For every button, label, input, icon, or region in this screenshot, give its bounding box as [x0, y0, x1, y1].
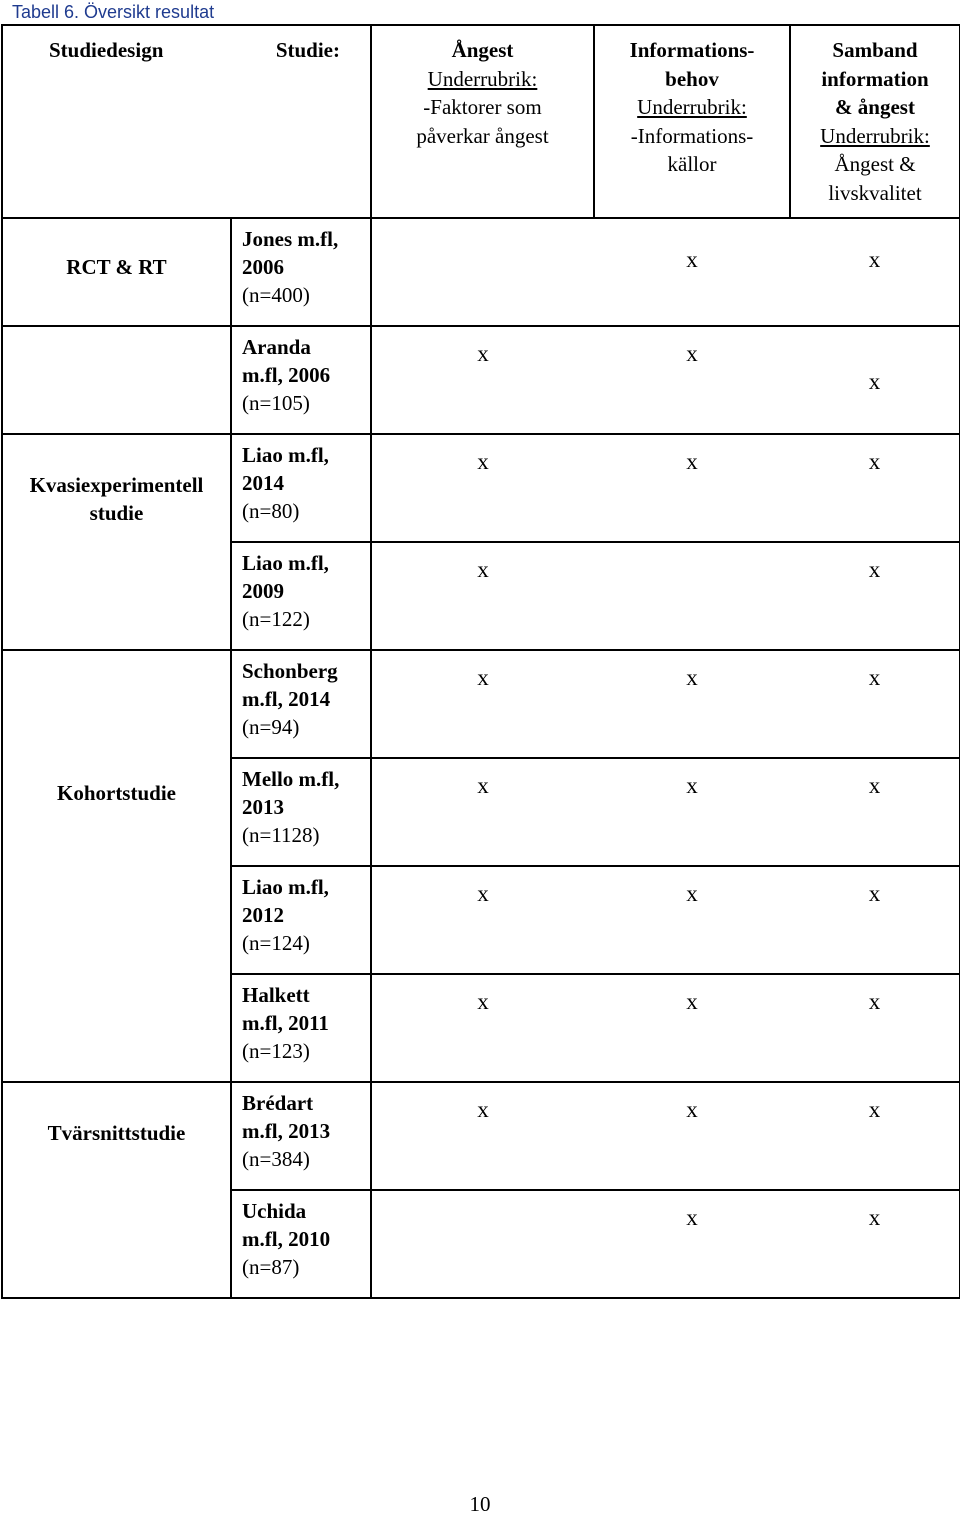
mark-info: x	[594, 974, 790, 1082]
header-info-sub1: -Informations-	[630, 123, 754, 148]
header-samband-title2: information	[821, 66, 929, 91]
mark-angest: x	[371, 650, 594, 758]
study-cell: Halkett m.fl, 2011 (n=123)	[231, 974, 371, 1082]
mark-samband: x	[790, 1190, 960, 1298]
mark-info: x	[594, 218, 790, 326]
mark-samband: x	[790, 650, 960, 758]
mark-samband: x	[790, 434, 960, 542]
study-cell: Aranda m.fl, 2006 (n=105)	[231, 326, 371, 434]
header-angest-sub: -Faktorer som påverkar ångest	[416, 95, 549, 148]
mark-samband: x	[790, 758, 960, 866]
mark-samband: x	[790, 974, 960, 1082]
study-cell: Brédart m.fl, 2013 (n=384)	[231, 1082, 371, 1190]
mark-info: x	[594, 434, 790, 542]
header-info-title2: behov	[665, 66, 719, 91]
design-kvasi: Kvasiexperimentell studie	[2, 434, 231, 650]
mark-info: x	[594, 758, 790, 866]
mark-samband: x	[790, 1082, 960, 1190]
header-angest-sublabel: Underrubrik:	[427, 66, 538, 91]
mark-info	[594, 542, 790, 650]
mark-samband: x	[790, 542, 960, 650]
results-table	[1, 24, 960, 1299]
header-samband-title3: & ångest	[835, 95, 915, 119]
mark-angest: x	[371, 1082, 594, 1190]
header-study: Studie:	[275, 38, 340, 62]
mark-samband: x	[790, 866, 960, 974]
header-samband-title1: Samband	[832, 38, 918, 62]
mark-angest: x	[371, 758, 594, 866]
table-row	[2, 326, 960, 434]
table-caption: Tabell 6. Översikt resultat	[12, 2, 215, 22]
mark-info: x	[594, 650, 790, 758]
header-angest	[371, 25, 594, 218]
mark-info: x	[594, 866, 790, 974]
mark-angest: x	[371, 326, 594, 434]
header-samband-sub2: livskvalitet	[828, 180, 922, 205]
header-angest-title: Ångest	[451, 38, 514, 62]
mark-info: x	[594, 1082, 790, 1190]
study-cell: Liao m.fl, 2014 (n=80)	[231, 434, 371, 542]
header-info-sublabel: Underrubrik:	[637, 95, 747, 119]
design-kohort: Kohortstudie	[2, 650, 231, 1082]
design-tvar: Tvärsnittstudie	[2, 1082, 231, 1298]
study-cell: Jones m.fl, 2006 (n=400)	[231, 218, 371, 326]
header-row	[2, 25, 960, 218]
mark-angest	[371, 218, 594, 326]
table-row	[2, 1082, 960, 1190]
mark-angest: x	[371, 974, 594, 1082]
table-row	[2, 650, 960, 758]
mark-angest: x	[371, 542, 594, 650]
design-empty	[2, 326, 231, 434]
table-row	[2, 434, 960, 542]
mark-info: x	[594, 326, 790, 434]
header-info-sub2: källor	[667, 152, 717, 176]
table-row	[2, 218, 960, 326]
header-samband-sub1: Ångest &	[834, 152, 916, 176]
study-cell: Uchida m.fl, 2010 (n=87)	[231, 1190, 371, 1298]
mark-samband: x	[790, 326, 960, 434]
study-cell: Liao m.fl, 2009 (n=122)	[231, 542, 371, 650]
header-info-title1: Informations-	[629, 38, 755, 62]
header-design-study	[2, 25, 371, 218]
mark-angest: x	[371, 866, 594, 974]
design-rct: RCT & RT	[2, 218, 231, 326]
mark-angest: x	[371, 434, 594, 542]
header-design: Studiedesign	[49, 38, 164, 62]
study-cell: Liao m.fl, 2012 (n=124)	[231, 866, 371, 974]
mark-samband: x	[790, 218, 960, 326]
mark-angest	[371, 1190, 594, 1298]
header-samband	[790, 25, 960, 218]
header-samband-sublabel: Underrubrik:	[820, 123, 930, 148]
header-info	[594, 25, 790, 218]
study-cell: Schonberg m.fl, 2014 (n=94)	[231, 650, 371, 758]
study-cell: Mello m.fl, 2013 (n=1128)	[231, 758, 371, 866]
page-number: 10	[469, 1492, 491, 1516]
mark-info: x	[594, 1190, 790, 1298]
